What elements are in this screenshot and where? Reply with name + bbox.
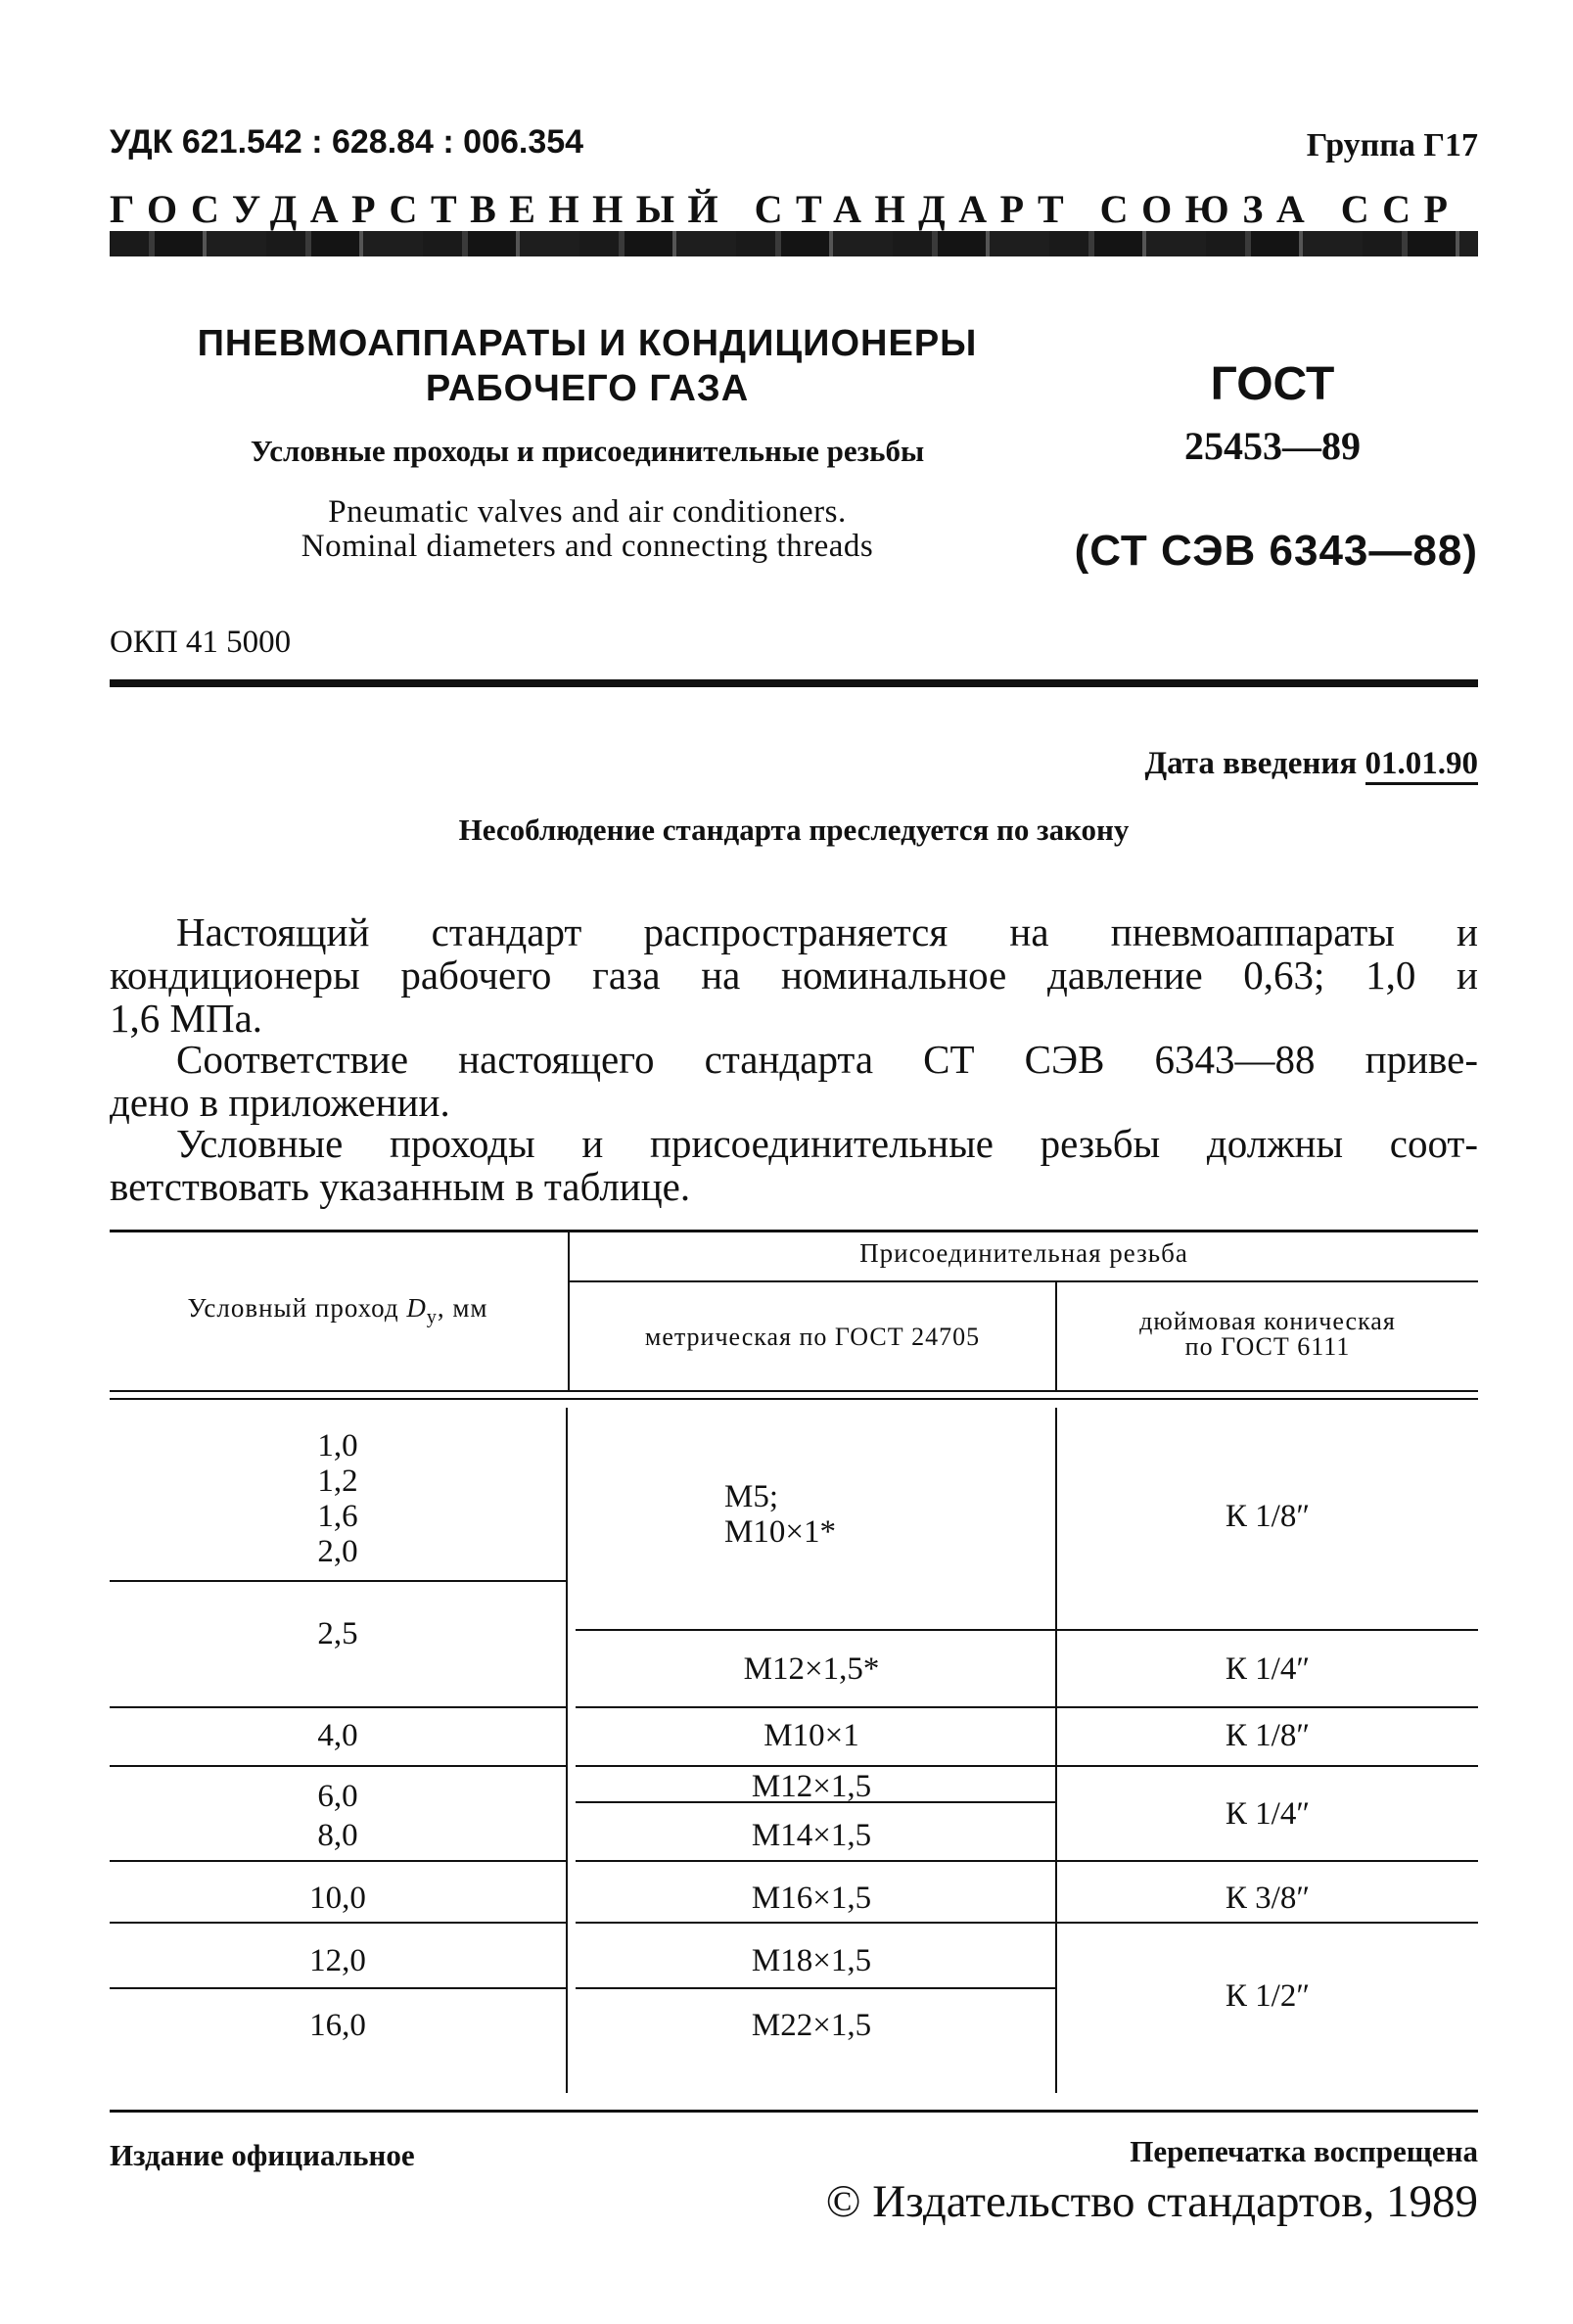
gost-label: ГОСТ bbox=[1210, 358, 1335, 410]
table-row-rule bbox=[110, 1580, 566, 1582]
paragraph-line: ветствовать указанным в таблице. bbox=[110, 1164, 691, 1209]
metric-thread-cell: М16×1,5 bbox=[751, 1881, 872, 1916]
col1-header-symbol: D bbox=[406, 1293, 427, 1323]
table-row-rule bbox=[576, 1860, 1478, 1862]
diameter-cell: 1,6 bbox=[317, 1499, 358, 1534]
table-header-bottom-rule bbox=[110, 1398, 1478, 1400]
diameter-cell: 16,0 bbox=[309, 2008, 366, 2043]
copyright-icon: © bbox=[825, 2176, 861, 2227]
col1-header-unit: , мм bbox=[437, 1293, 488, 1323]
udk-code: УДК 621.542 : 628.84 : 006.354 bbox=[110, 123, 584, 161]
column-header-inch-l1: дюймовая коническая bbox=[1139, 1307, 1396, 1335]
col1-header-prefix: Условный проход bbox=[187, 1293, 407, 1323]
inch-thread-cell: К 3/8″ bbox=[1225, 1881, 1311, 1916]
paragraph-scope bbox=[110, 910, 1478, 1040]
column-header-nominal-diameter bbox=[110, 1294, 566, 1330]
metric-thread-cell: М5; bbox=[724, 1479, 779, 1514]
paragraph-requirement bbox=[110, 1122, 1478, 1208]
official-edition: Издание официальное bbox=[110, 2138, 415, 2172]
introduction-date-label: Дата введения bbox=[1144, 746, 1358, 781]
subtitle: Условные проходы и присоединительные резьбы bbox=[250, 434, 925, 468]
diameter-cell: 8,0 bbox=[317, 1818, 358, 1853]
diameter-cell: 10,0 bbox=[309, 1881, 366, 1916]
diameter-cell: 4,0 bbox=[317, 1718, 358, 1753]
copyright-line bbox=[826, 2175, 1478, 2228]
col1-header-sub: у bbox=[426, 1306, 438, 1328]
title-line-2: РАБОЧЕГО ГАЗА bbox=[425, 368, 750, 409]
metric-thread-cell: М12×1,5 bbox=[751, 1769, 872, 1804]
paragraph-line: Условные проходы и присоединительные резьбы должны соот- bbox=[176, 1121, 1478, 1166]
paragraph-line: 1,6 МПа. bbox=[110, 996, 263, 1041]
okp-code: ОКП 41 5000 bbox=[110, 625, 292, 660]
table-group-rule bbox=[570, 1280, 1478, 1282]
metric-thread-cell: М18×1,5 bbox=[751, 1943, 872, 1978]
paragraph-line: Соответствие настоящего стандарта СТ СЭВ 6343—88 приве- bbox=[176, 1037, 1478, 1082]
law-note: Несоблюдение стандарта преследуется по закону bbox=[458, 813, 1130, 847]
diameter-cell: 1,0 bbox=[317, 1428, 358, 1464]
table-row-rule bbox=[110, 1860, 566, 1862]
english-title-line-1: Pneumatic valves and air conditioners. bbox=[328, 494, 847, 530]
paragraph-line: кондиционеры рабочего газа на номинальное давление 0,63; 1,0 и bbox=[110, 953, 1478, 998]
header-band bbox=[110, 231, 1478, 256]
diameter-cell: 6,0 bbox=[317, 1779, 358, 1814]
metric-thread-cell: М10×1 bbox=[763, 1718, 859, 1753]
gost-number: 25453—89 bbox=[1184, 424, 1361, 468]
table-row-rule bbox=[576, 1922, 1478, 1924]
paragraph-compliance bbox=[110, 1038, 1478, 1124]
group-header-connecting-thread: Присоединительная резьба bbox=[859, 1238, 1188, 1268]
table-row-rule bbox=[110, 1706, 566, 1708]
divider-top bbox=[110, 679, 1478, 687]
table-row-rule bbox=[110, 1987, 566, 1989]
metric-thread-cell: М14×1,5 bbox=[751, 1818, 872, 1853]
inch-thread-cell: К 1/4″ bbox=[1225, 1796, 1311, 1832]
column-header-inch-l2: по ГОСТ 6111 bbox=[1184, 1332, 1351, 1361]
table-row-rule bbox=[576, 1629, 1478, 1631]
table-row-rule bbox=[576, 1706, 1478, 1708]
table-row-rule bbox=[576, 1987, 1055, 1989]
reprint-prohibited: Перепечатка воспрещена bbox=[1130, 2134, 1478, 2168]
english-title-line-2: Nominal diameters and connecting threads bbox=[301, 529, 874, 564]
table-row-rule bbox=[110, 1765, 566, 1767]
divider-bottom bbox=[110, 2110, 1478, 2113]
diameter-cell: 2,0 bbox=[317, 1534, 358, 1569]
state-standard-heading: ГОСУДАРСТВЕННЫЙ СТАНДАРТ СОЮЗА ССР bbox=[110, 187, 1461, 231]
table-row-rule bbox=[110, 1922, 566, 1924]
introduction-date-value: 01.01.90 bbox=[1365, 746, 1479, 785]
diameter-cell: 2,5 bbox=[317, 1616, 358, 1651]
st-sev-number: (СТ СЭВ 6343—88) bbox=[1074, 527, 1478, 575]
metric-thread-cell: М10×1* bbox=[724, 1514, 836, 1550]
diameter-cell: 1,2 bbox=[317, 1464, 358, 1499]
introduction-date bbox=[1144, 746, 1478, 782]
paragraph-line: Настоящий стандарт распространяется на пневмоаппараты и bbox=[176, 909, 1478, 954]
metric-thread-cell: М22×1,5 bbox=[751, 2008, 872, 2043]
inch-thread-cell: К 1/8″ bbox=[1225, 1499, 1311, 1534]
publisher-name: Издательство стандартов, 1989 bbox=[872, 2176, 1478, 2227]
group-code: Группа Г17 bbox=[1306, 127, 1478, 163]
inch-thread-cell: К 1/8″ bbox=[1225, 1718, 1311, 1753]
paragraph-line: дено в приложении. bbox=[110, 1080, 450, 1125]
table-top-rule bbox=[110, 1230, 1478, 1232]
table-header-bottom-rule bbox=[110, 1390, 1478, 1392]
inch-thread-cell: К 1/4″ bbox=[1225, 1651, 1311, 1687]
inch-thread-cell: К 1/2″ bbox=[1225, 1978, 1311, 2014]
diameter-cell: 12,0 bbox=[309, 1943, 366, 1978]
metric-thread-cell: М12×1,5* bbox=[743, 1651, 880, 1687]
column-header-metric: метрическая по ГОСТ 24705 bbox=[644, 1323, 981, 1351]
title-line-1: ПНЕВМОАППАРАТЫ И КОНДИЦИОНЕРЫ bbox=[197, 323, 978, 364]
table-row-rule bbox=[576, 1765, 1478, 1767]
